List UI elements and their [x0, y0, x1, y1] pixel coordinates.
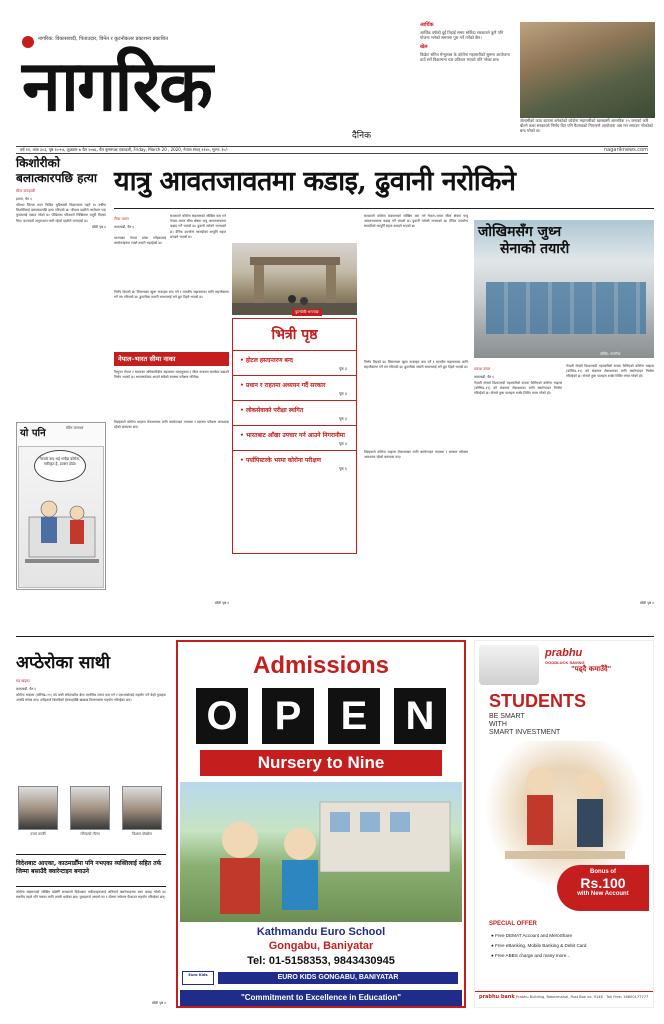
- inner-item[interactable]: • लोकसेवाको परीक्षा स्थगित पृष्ठ ३: [233, 400, 356, 425]
- main-story-text-1b: भारतबाट नेपाल प्रवेश गर्नेहरूलाई क्वारेन्टाइनमा राख्ने तयारी भइरहेको छ।: [114, 236, 166, 246]
- portrait-photo: [122, 786, 162, 830]
- gate-photo-illustration: [232, 243, 357, 315]
- ad-open-letter: N: [394, 688, 446, 744]
- site-url-link[interactable]: nagariknews.com: [603, 147, 648, 153]
- inner-pages-heading: भित्री पृष्ठ: [271, 327, 318, 343]
- inner-item-page: पृष्ठ ३: [339, 366, 347, 371]
- masthead-dainik: दैनिक: [352, 131, 372, 141]
- ad-bonus-suffix: with New Account: [577, 891, 629, 897]
- ad-offer-text: Free ABBS charge and many more...: [495, 953, 571, 958]
- ad-open-letters: [196, 688, 446, 744]
- ad-admissions-title: Admissions: [252, 652, 390, 679]
- ad-offer-text: Free eBanking, Mobile Banking & Debit Card: [495, 943, 587, 948]
- ad-special-offer-title: SPECIAL OFFER: [489, 921, 537, 927]
- portrait-caption: विशाल पोखरेल: [132, 832, 152, 836]
- ad-bank-bonus-badge: [557, 865, 649, 911]
- army-story-col1: [474, 364, 562, 397]
- ad-open-letter: E: [328, 688, 380, 744]
- army-title-line1: जोखिमसँग जुध्न: [478, 224, 562, 240]
- ad-open-letter: O: [196, 688, 248, 744]
- left-story-continued: बाँकी पृष्ठ ४: [91, 224, 106, 229]
- portrait-caption: रविन्द्रको गौतम: [80, 832, 100, 836]
- lower-story-continued: बाँकी पृष्ठ ४: [151, 1001, 166, 1005]
- ad-school-name: Kathmandu Euro School: [256, 926, 386, 938]
- army-story-continued: बाँकी पृष्ठ ४: [639, 601, 654, 605]
- masthead-title: नागरिक: [22, 44, 211, 127]
- teaser-photo: [520, 22, 655, 118]
- teaser-text-sports: किक्रेट संगित मेन्युलाल के कोरोना महामारीको सुरुमा आयोजना ठाउँ सर्ने विकल्पमा चार प्रतिशत भएको पनि गरेका छन।: [420, 52, 510, 62]
- army-tents: [486, 282, 646, 334]
- portrait-photo: [18, 786, 58, 830]
- ad-bank-footer: [475, 991, 654, 1008]
- main-story-continued: बाँकी पृष्ठ ४: [214, 601, 229, 605]
- inner-item-page: पृष्ठ ३: [339, 416, 347, 421]
- ad-bank-line: BE SMART: [489, 713, 525, 720]
- ad-bonus-prefix: Bonus of: [590, 869, 616, 875]
- ad-bank-brand: prabhu: [545, 647, 583, 659]
- ad-offer-item: ● Free eBanking, Mobile Banking & Debit Card: [491, 943, 587, 948]
- main-story-byline: टीका प्रधान: [114, 217, 129, 221]
- ad-school-motto: "Commitment to Excellence in Education": [180, 990, 462, 1006]
- lower-story-title: अप्ठेरोका साथी: [16, 653, 110, 673]
- ad-offer-item: ● Free DEMAT Account and MeroShare: [491, 933, 573, 938]
- left-story: [16, 156, 106, 229]
- teaser-tag-economy: आर्थिक: [420, 22, 434, 28]
- army-story-dateline: काठमाडौं, चैत ६: [474, 375, 495, 379]
- main-story-text-4: सरकारले कोरोना संक्रमणको जोखिम कम गर्न नेपाल–भारत सीमा क्षेत्रमा यात्रु आवतजावतमा कडाइ गर्ने भएको छ। ढुवानी नरोक्ने जनाएको छ। दैनिक उपभोग्य सामग्रीको आपूर्ति सहज बनाइने भएको छ।: [364, 214, 468, 229]
- inner-item-label: भारतबाट आँखा उपचार गर्न आउने निगरानीमा: [245, 432, 345, 439]
- army-photo-caption: तस्बिर: नागरिक: [600, 352, 621, 356]
- army-title-line2: सेनाको तयारी: [500, 241, 570, 257]
- masthead-tagline: नागरिक: विकासवादी, पिताउदार, विनेत र कूटनोकलर प्रकाशना प्रकाशित: [38, 36, 169, 42]
- bank-savings-ad[interactable]: [474, 640, 654, 1008]
- gate-photo-caption: फुल्चोकी भन्ज्याङ: [292, 309, 322, 316]
- ad-school-phone[interactable]: Tel: 01-5158353, 9843430945: [247, 955, 395, 967]
- inner-item[interactable]: • प्रधान र राहतमा अध्ययन गर्दै सरकार पृष्ठ ३: [233, 375, 356, 400]
- main-story-text-6: विज्ञहरूले कोरोना भाइरस रोकथामका लागि क्वारेन्टाइन व्यवस्था र स्वास्थ्य परीक्षण आवश्यक रहेको बताएका छन्।: [364, 450, 468, 460]
- main-story-text-1: सरकारले कोरोना संक्रमणको जोखिम कम गर्न नेपाल–भारत सीमा क्षेत्रमा यात्रु आवतजावतमा कडाइ गर्ने भएको छ। ढुवानी नरोक्ने जनाएको छ। दैनिक उपभोग्य सामग्रीको आपूर्ति सहज बनाइने भएको छ।: [170, 214, 226, 239]
- inner-item-label: प्रधान र राहतमा अध्ययन गर्दै सरकार: [245, 382, 326, 389]
- ad-offer-text: Free DEMAT Account and MeroShare: [495, 933, 573, 938]
- teaser-tag-sports: खेल: [420, 44, 428, 50]
- inner-item-page: पृष्ठ ३: [339, 391, 347, 396]
- inner-item[interactable]: • पर्यापिस्टरके भरमा कोरोना परीक्षण पृष्ठ ६: [233, 450, 356, 475]
- ad-school-photo: [180, 782, 462, 922]
- inner-item-label: पर्यापिस्टरके भरमा कोरोना परीक्षण: [245, 457, 321, 464]
- lower-story-meta: [16, 676, 166, 703]
- ad-euro-kids-logo: Euro Kids: [182, 971, 214, 985]
- main-story-text-3: विज्ञहरूले कोरोना भाइरस रोकथामका लागि क्वारेन्टाइन व्यवस्था र स्वास्थ्य परीक्षण आवश्यक रहेको बताएका छन्।: [114, 420, 229, 430]
- ad-bank-line: SMART INVESTMENT: [489, 729, 561, 736]
- lower-story-body-2: कोरोना संक्रमणको जोखिम बढेसँगै सरकारले विदेशबाट फर्केकाहरूलाई अनिवार्य क्वारेन्टाइनमा बस्न आग्रह गरेको छ। स्थानीय तहले पनि यसका लागि तयारी थालेका छन्। युवाहरूले आफ्नो घर र टोलमा सचेतना फैलाउन सहयोग गरिरहेका छन्।: [16, 890, 166, 900]
- ad-offer-item: ● Free ABBS charge and many more...: [491, 953, 571, 958]
- ad-bank-footer-text: Prabhu Building, Babarmahal, Post Box no. 9146 · Toll Free: 16600177777: [515, 995, 649, 999]
- ad-bank-slogan: "पढ्दै कमाउँदै": [571, 665, 612, 673]
- ad-bank-product: GOODLUCK SAVING: [545, 660, 585, 665]
- portrait-photo: [70, 786, 110, 830]
- ad-bank-line: WITH: [489, 721, 507, 728]
- border-subhead: नेपाल–भारत सीमा नाका: [114, 352, 229, 366]
- piggy-bank-icon: [479, 645, 539, 685]
- teaser-text-economy: आर्थिक वर्षको दुई तिहाई समय सकिँदा सरकारले कुनै पनि योजना भनेको समयमा पुरा गर्ने गर्नेको छैन।: [420, 30, 504, 40]
- cartoon-title: यो पनि: [20, 428, 46, 439]
- cartoon-author: रविन मानन्धर: [66, 426, 84, 430]
- ad-bank-footer-brand: prabhu bank: [479, 994, 515, 1000]
- army-story-body-2: नेपाली सेनाले विश्वव्यापी महामारीको रूपमा फैलिएको कोरोना भाइरस (कोभिड–१९) को संक्रमण रोकथामका लागि क्वारेन्टाइन निर्माण गरिरहेको छ। सेनाले ठूला पालहरू राखेर शिविर तयार गरेको हो।: [566, 364, 654, 379]
- main-headline: यात्रु आवतजावतमा कडाइ, ढुवानी नरोकिने: [114, 166, 516, 197]
- inner-item[interactable]: • भारतबाट आँखा उपचार गर्न आउने निगरानीमा पृष्ठ ३: [233, 425, 356, 450]
- gate-photo: [232, 243, 357, 315]
- inner-item-label: लोकसेवाको परीक्षा स्थगित: [245, 407, 304, 414]
- ad-school-area: Gongabu, Baniyatar: [268, 940, 374, 952]
- army-story-body: नेपाली सेनाले विश्वव्यापी महामारीको रूपमा फैलिएको कोरोना भाइरस (कोभिड–१९) को संक्रमण रोकथामका लागि क्वारेन्टाइन निर्माण गरिरहेको छ। सेनाले ठूला पालहरू राखेर शिविर तयार गरेको हो।: [474, 381, 562, 396]
- army-story-byline: प्रकाश बराल: [474, 367, 491, 371]
- main-story-text-2: निर्णय दिएको छ। सिमानाका खुला नाकाहरु बन्द गर्ने र मानवीय सहायताका लागि सहजीकरण गर्ने तय गरिएको छ। ढुवानीका सवारी साधनलाई भने छुट दिइने भएको छ।: [114, 290, 229, 300]
- lower-story-byline: रुद्र खड्का: [16, 679, 30, 683]
- teaser-photo-caption: जेलामीको काठ काठमा बनेकोको कोरोना महामारीको खरखासी आन्तरिक २५ जनाको करि बोल्ने कथा सरकारले निर्णय दिए पनि फैलावको नियन्त्रणे आयोजना अब मन लगाउन गरेकोको बन्द गरेको छ।: [520, 118, 653, 133]
- cartoon-speech-bubble: नेटवर्क बन्द भई भन्दैछ कोरोना, एकीकृत है, डाक्टर डोडो।: [34, 450, 86, 482]
- lower-story-dateline: काठमाडौं, चैत ६: [16, 687, 37, 691]
- left-story-byline: सीता बाराहाली: [16, 189, 36, 193]
- school-admission-ad[interactable]: [176, 640, 466, 1008]
- lower-story-pull-quote: विदेशबाट आएका, काठमाडौँमा पनि नभएका व्यक्तिलाई सहित तर्फ जिम्मा बसाउँदै क्वारेन्टाइन बनाउने: [16, 860, 162, 875]
- inner-item-page: पृष्ठ ६: [339, 466, 347, 471]
- main-story-text-5: निर्णय दिएको छ। सिमानाका खुला नाकाहरु बन्द गर्ने र मानवीय सहायताका लागि सहजीकरण गर्ने तय गरिएको छ। ढुवानीका सवारी साधनलाई भने छुट दिइने भएको छ।: [364, 360, 468, 370]
- left-story-body: पाँचथर जिल्ला मदन फिदिम सुबिधाको विद्यालयमा पढ्ने १४ वर्षीया किशोरीलाई बलात्कारपछि हत्या गरिएको छ। पाँचथर प्रहरीले आरोपमा एक युवकलाई पक्राउ गरेको छ। पीडितका परिवारले लिखितमा उजुरी दिएका थिए। घटनाबारे अनुसन्धान जारी रहेको प्रहरीले जनाएको छ।: [16, 203, 106, 223]
- ad-open-letter: P: [262, 688, 314, 744]
- inner-item[interactable]: • होटल हस्तान्तरण बन्द पृष्ठ ३: [233, 350, 356, 375]
- portrait-caption: उत्तम कार्की: [30, 832, 46, 836]
- ad-bank-headline: STUDENTS: [489, 691, 587, 711]
- dateline-bar: वर्ष ११, अंक ३०३, पृष्ठ १०+४, शुक्रबार ७ चैत २०७६, चैत कृष्णपक्ष एकादशी, Friday, March 20 , 2020, नेपाल संवत् ११४०, मूल्य: १०/-: [16, 146, 648, 154]
- inner-pages-box: [232, 318, 357, 554]
- ad-school-children-illustration: [180, 782, 462, 922]
- army-story-title: [478, 224, 569, 258]
- lower-story-body: कोरोना भाइरस (कोभिड–१९) को जस्तै संवेदनशील बेला मानसिक तनाव कम गर्न र एकअर्कालाई सहयोग गर्न केही युवाहरू अगाडि सरेका छन्। उनीहरूले बिरामीको हेरचाहदेखि खाद्यान्न वितरणसम्म सहयोग गरिरहेका छन्।: [16, 693, 166, 703]
- border-body: त्रिभुवन नेपाल र भारतका अधिकारीबीच सहमतमा सदरमुकाम र सीमा नाकामा सतर्कता बढाउने निर्णय भएको छ। भारततर्फबाट आउने सबैको स्वास्थ्य परीक्षण गरिनेछ।: [114, 370, 229, 380]
- left-story-title: किशोरीको बलात्कारपछि हत्या: [16, 156, 98, 185]
- inner-item-label: होटल हस्तान्तरण बन्द: [245, 357, 293, 364]
- ad-nursery-banner: Nursery to Nine: [200, 750, 442, 776]
- ad-bonus-amount: Rs.100: [580, 875, 626, 891]
- main-story-dateline: काठमाडौं, चैत ६: [114, 225, 135, 229]
- left-story-dateline: इलाम, चैत ६: [16, 197, 32, 201]
- ad-euro-kids-banner: EURO KIDS GONGABU, BANIYATAR: [218, 972, 458, 984]
- teaser-box: [420, 22, 510, 138]
- inner-item-page: पृष्ठ ३: [339, 441, 347, 446]
- masthead: [0, 0, 664, 150]
